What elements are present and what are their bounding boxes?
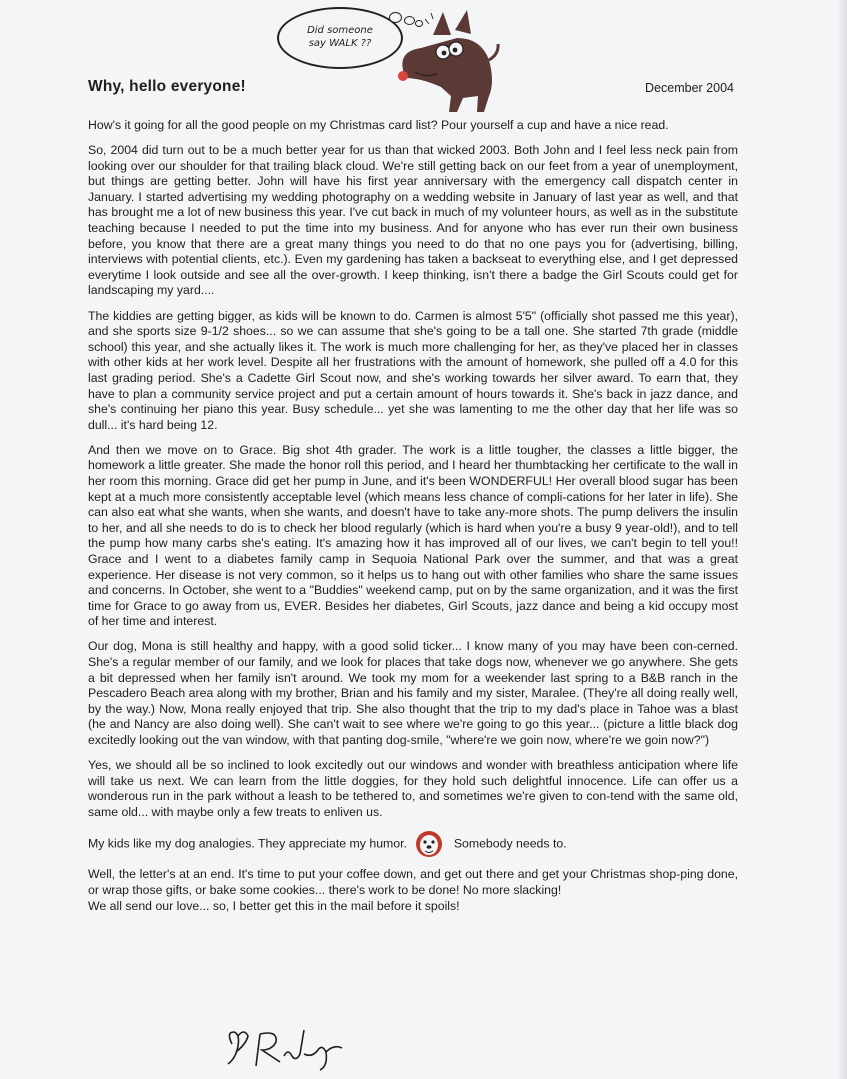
paragraph-grace: And then we move on to Grace. Big shot 4th grader. The work is a little tougher, the classes a little bigger, the homework a little greater. She made the honor roll this period, and I heard her thumbtacking her certificate to the wall in her room this morning. Grace did get her pump in June, and it's been WONDERFUL! Her overall blood sugar has been kept at a much more consistently acceptable level (which means less chance of compli-cations for her later in life). She can also eat what she wants, when she wants, and doesn't have to take any-more shots. The pump delivers the insulin to her, and all she needs to do is to check her blood regularly (which is hard when you're a busy 9 year-old!), and to tell the pump how many carbs she's eating. It's amazing how it has improved all of our lives, we can't begin to tell you!! Grace and I went to a diabetes family camp in Sequoia National Park over the summer, and that was a great experience. Her disease is not very common, so it helps us to hang out with other families who share the same issues and concerns. In October, she went to a "Buddies" weekend camp, put on by the same organization, and it was the first time for Grace to go away from us, EVER. Besides her diabetes, Girl Scouts, jazz dance and being a kid occupy most of her time and interest. xyxy=(88,442,738,629)
letter-body xyxy=(88,118,738,924)
paragraph-farewell: We all send our love... so, I better get this in the mail before it spoils! xyxy=(88,898,460,913)
paragraph-carmen: The kiddies are getting bigger, as kids will be known to do. Carmen is almost 5'5" (officially shot passed me this year), and she sports size 9-1/2 shoes... so we can assume that she's going to be a tall one. She started 7th grade (middle school) this year, and she actually likes it. The work is much more challenging for her, as they've placed her in classes with other kids at her work level. Despite all her frustrations with the amount of homework, she pulled off a 4.0 for this last grading period. She's a Cadette Girl Scout now, and she's working towards her silver award. To earn that, they have to plan a community service project and put a certain amount of hours towards it. She's back in jazz dance, and she's continuing her piano this year. Busy schedule... yet she was lamenting to me the other day that her life was so dull... it's hard being 12. xyxy=(88,308,738,432)
scan-edge-shadow xyxy=(837,0,847,1079)
dog-face-icon xyxy=(414,830,444,858)
letter-date: December 2004 xyxy=(645,81,734,95)
humor-punchline: Somebody needs to. xyxy=(453,836,567,851)
speech-bubble-line2: say WALK ?? xyxy=(308,38,372,49)
letter-greeting: Why, hello everyone! xyxy=(88,78,246,95)
paragraph-humor xyxy=(88,830,738,858)
speech-bubble-line1: Did someone xyxy=(307,25,373,36)
cartoon-dog-icon xyxy=(385,8,500,112)
handwritten-signature xyxy=(222,1022,372,1072)
paragraph-intro: How's it going for all the good people on my Christmas card list? Pour yourself a cup and have a nice read. xyxy=(88,118,669,132)
paragraph-closing: Well, the letter's at an end. It's time to put your coffee down, and get out there and get your Christmas shop-ping done, or wrap those gifts, or bake some cookies... there's work to be done! No more slacking! xyxy=(88,867,738,898)
paragraph-year-review: So, 2004 did turn out to be a much better year for us than that wicked 2003. Both John and I feel less neck pain from looking over our shoulder for that trailing black cloud. We're still getting back on our feet from a year of unemployment, but things are getting better. John will have his first year anniversary with the emergency call dispatch center in January. I started advertising my wedding photography on a wedding website in January of last year as well, and that has brought me a lot of new business this year. I've cut back in much of my volunteer hours, as well as in the substitute teaching because I needed to put the time into my business. And for anyone who has ever run their own business before, you know that there are a great many things you need to do that no one pays you for (advertising, billing, interviews with potential clients, etc.). Even my gardening has taken a backseat to everything else, and I get depressed everytime I look outside and see all the over-growth. I keep thinking, isn't there a badge the Girl Scouts could get for landscaping my yard.... xyxy=(88,143,738,298)
humor-text: My kids like my dog analogies. They appreciate my humor. xyxy=(88,836,407,851)
paragraph-reflection: Yes, we should all be so inclined to look excitedly out our windows and wonder with breathless anticipation where life will take us next. We can learn from the little doggies, for they hold such delightful innocence. Life can offer us a wonderous run in the park without a leash to be tethered to, and sometimes we're given to con-tend with the same old, same old... with maybe only a few treats to enliven us. xyxy=(88,758,738,819)
paragraph-mona: Our dog, Mona is still healthy and happy, with a good solid ticker... I know many of you may have been con-cerned. She's a regular member of our family, and we look for places that take dogs now, whenever we go anywhere. She gets a bit depressed when her family isn't around. We took my mom for a weekender last spring to a B&B ranch in the Pescadero Beach area along with my brother, Brian and his family and my sister, Maralee. (They're all doing really well, by the way.) Now, Mona really enjoyed that trip. She also thought that the trip to my dad's place in Tahoe was a blast (he and Nancy are also doing well). She can't wait to see where we're going to go this year... (picture a little black dog excitedly looking out the van window, with that panting dog-smile, "where're we goin now, where're we goin now?") xyxy=(88,639,738,747)
